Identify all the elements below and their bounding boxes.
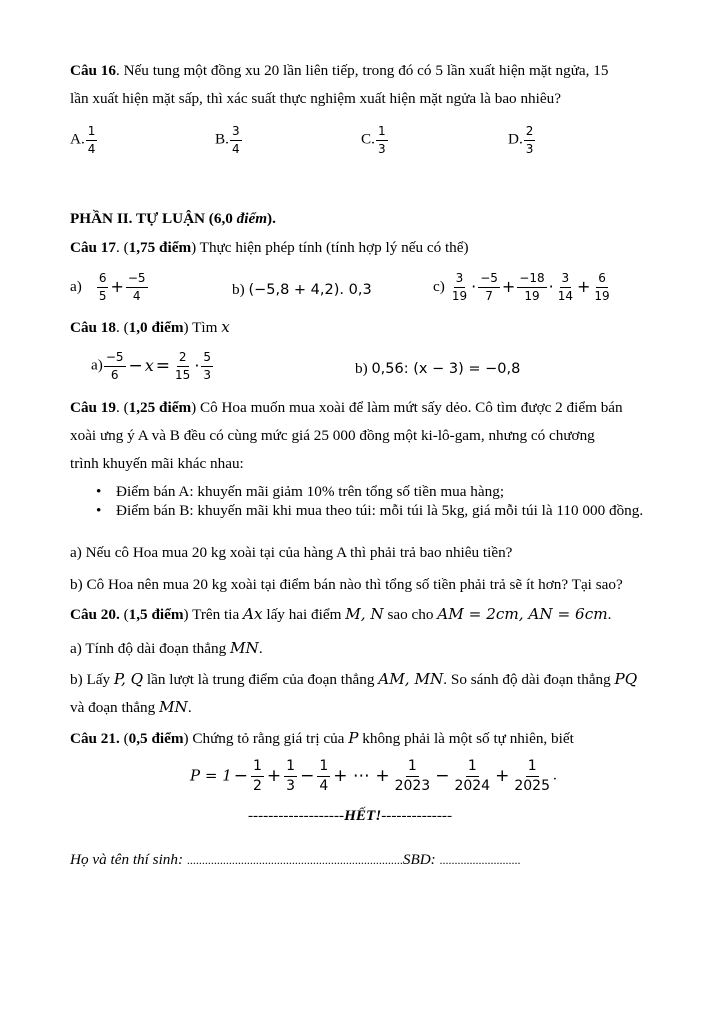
q20-header: Câu 20. (1,5 điểm) Trên tia Ax lấy hai điểm M, N sao cho AM = 2cm, AN = 6cm. <box>70 605 612 623</box>
q19-a: a) Nếu cô Hoa mua 20 kg xoài tại của hàng A thì phải trả bao nhiêu tiền? <box>70 544 513 561</box>
q17-c: c) $\frac{3}{19}$ · $\frac{-5}{7}$ + $\frac{-18}{19}$ · $\frac{3}{14}$ + $\frac{6}{19}$ <box>433 271 610 303</box>
q16-option-c: C. $\frac{1}{3}$ <box>361 124 386 156</box>
q16-option-d-frac: $\frac{2}{3}$ <box>525 124 534 156</box>
q21-formula: P = 1 − $\frac{1}{2}$ + $\frac{1}{3}$ − $\frac{1}{4}$ + ⋯ + $\frac{1}{2023}$ − $\frac{1}{2024}$ + $\frac{1}{2025}$ . <box>190 758 557 794</box>
q18-header: Câu 18. (1,0 điểm) Tìm x <box>70 318 230 336</box>
q16-option-c-frac: $\frac{1}{3}$ <box>377 124 386 156</box>
q20-b-line1: b) Lấy P, Q lần lượt là trung điểm của đoạn thẳng AM, MN. So sánh độ dài đoạn thẳng PQ <box>70 670 638 688</box>
q18-b: b) 0,56: (x − 3) = −0,8 <box>355 360 521 377</box>
q17-b: b) (−5,8 + 4,2). 0,3 <box>232 281 372 298</box>
q16-label: Câu 16 <box>70 62 116 79</box>
q16-line2: lần xuất hiện mặt sấp, thì xác suất thực nghiệm xuất hiện mặt ngửa là bao nhiêu? <box>70 90 561 107</box>
q16-option-b-frac: $\frac{3}{4}$ <box>231 124 240 156</box>
q16-option-a-frac: $\frac{1}{4}$ <box>87 124 96 156</box>
q16-option-d: D. $\frac{2}{3}$ <box>508 124 534 156</box>
name-label: Họ và tên thí sinh: <box>70 851 187 868</box>
q19-b: b) Cô Hoa nên mua 20 kg xoài tại điểm bán nào thì tổng số tiền phải trả sẽ ít hơn? Tại sao? <box>70 576 623 593</box>
q19-bullet-list <box>96 484 656 519</box>
name-field[interactable]: ........................................................................ <box>186 853 403 867</box>
sbd-label: SBD: <box>402 851 440 868</box>
q20-b-line2: và đoạn thẳng MN. <box>70 698 192 716</box>
end-marker: -------------------HẾT!-------------- <box>248 807 453 824</box>
q16-option-a: A. $\frac{1}{4}$ <box>70 124 96 156</box>
q17-a: a) $\frac{6}{5}$ + $\frac{-5}{4}$ <box>70 271 146 303</box>
q19-line2: xoài ưng ý A và B đều có cùng mức giá 25 000 đồng một ki-lô-gam, nhưng có chương <box>70 427 595 444</box>
candidate-info <box>70 852 521 867</box>
q16-text1: . Nếu tung một đồng xu 20 lần liên tiếp, trong đó có 5 lần xuất hiện mặt ngửa, 15 <box>116 62 609 79</box>
q18-a: a) $\frac{-5}{6}$ − x = $\frac{2}{15}$ · $\frac{5}{3}$ <box>91 350 212 382</box>
list-item: • Điểm bán A: khuyến mãi giảm 10% trên tổng số tiền mua hàng; <box>96 484 656 500</box>
sbd-field[interactable]: ........................... <box>439 853 521 867</box>
q17-header: Câu 17. (1,75 điểm) Thực hiện phép tính (tính hợp lý nếu có thể) <box>70 239 469 256</box>
part2-heading: PHẦN II. TỰ LUẬN (6,0 điểm). <box>70 210 276 227</box>
q16-option-b: B. $\frac{3}{4}$ <box>215 124 240 156</box>
q19-line3: trình khuyến mãi khác nhau: <box>70 455 244 472</box>
q19-line1: Câu 19. (1,25 điểm) Cô Hoa muốn mua xoài để làm mứt sấy dẻo. Cô tìm được 2 điểm bán <box>70 399 623 416</box>
q20-a: a) Tính độ dài đoạn thẳng MN. <box>70 639 263 657</box>
q16-line1 <box>70 63 608 78</box>
q21-header: Câu 21. (0,5 điểm) Chứng tỏ rằng giá trị của P không phải là một số tự nhiên, biết <box>70 729 574 747</box>
list-item: • Điểm bán B: khuyến mãi khi mua theo túi: mỗi túi là 5kg, giá mỗi túi là 110 000 đồng. <box>96 503 646 519</box>
